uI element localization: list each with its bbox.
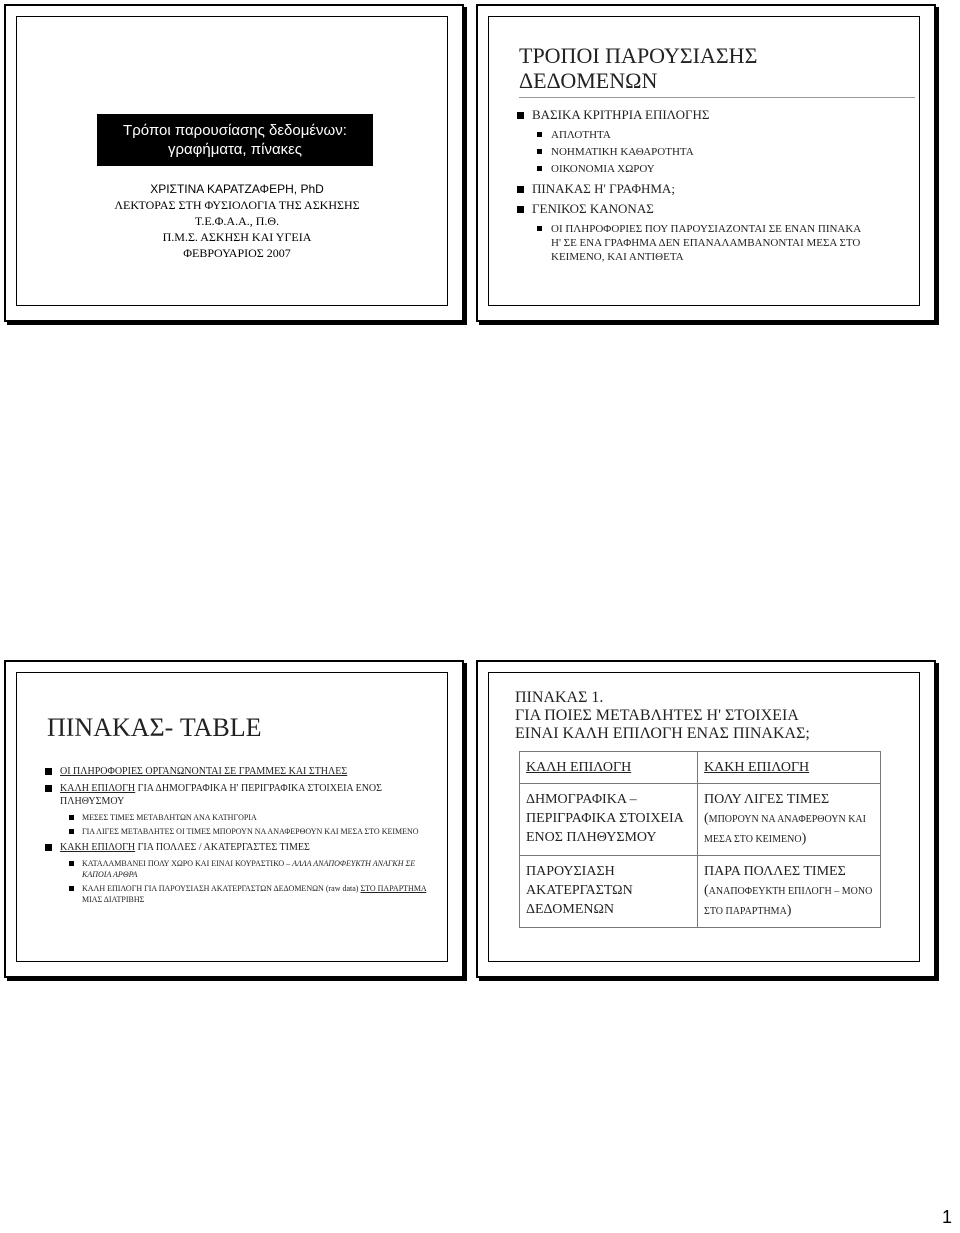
comparison-table (519, 751, 881, 928)
list-item-text: ΝΟΗΜΑΤΙΚΗ ΚΑΘΑΡΟΤΗΤΑ (551, 146, 694, 158)
list-item (45, 812, 435, 823)
slide-1-title-line2: γραφήματα, πίνακες (167, 141, 303, 158)
list-item-text: ΓΕΝΙΚΟΣ ΚΑΝΟΝΑΣ (532, 201, 654, 216)
list-item (517, 128, 917, 142)
slide-2-title (519, 43, 757, 93)
slide-4-canvas (488, 672, 920, 962)
title-divider (519, 97, 915, 98)
slide-3-title: ΠΙΝΑΚΑΣ- TABLE (47, 713, 262, 742)
slide-2-title-line2: ΔΕΔΟΜΕΝΩΝ (519, 68, 658, 93)
cell-main-text: ΠΟΛΥ ΛΙΓΕΣ ΤΙΜΕΣ (704, 792, 830, 807)
cell-note-text: ΑΝΑΠΟΦΕΥΚΤΗ ΕΠΙΛΟΓΗ – ΜΟΝΟ ΣΤΟ ΠΑΡΑΡΤΗΜΑ (704, 886, 873, 917)
bullet-square-icon (517, 186, 524, 193)
author-name: ΧΡΙΣΤΙΝΑ ΚΑΡΑΤΖΑΦΕΡΗ, PhD (150, 182, 324, 196)
slide-4-title (515, 689, 810, 743)
author-role: ΛΕΚΤΟΡΑΣ ΣΤΗ ΦΥΣΙΟΛΟΓΙΑ ΤΗΣ ΑΣΚΗΣΗΣ (114, 198, 360, 212)
list-item-text-part: ΚΑΤΑΛΑΜΒΑΝΕΙ ΠΟΛΥ ΧΩΡΟ ΚΑΙ ΕΙΝΑΙ ΚΟΥΡΑΣΤΙΚΟ – (82, 859, 293, 868)
cell-paren-close: ) (801, 831, 807, 846)
slide-4-title-line2: ΓΙΑ ΠΟΙΕΣ ΜΕΤΑΒΛΗΤΕΣ Η' ΣΤΟΙΧΕΙΑ (515, 707, 799, 724)
list-item-text: ΜΕΣΕΣ ΤΙΜΕΣ ΜΕΤΑΒΛΗΤΩΝ ΑΝΑ ΚΑΤΗΓΟΡΙΑ (82, 813, 257, 822)
list-item (45, 782, 435, 808)
table-row (520, 752, 881, 784)
slide-1-credits (37, 181, 437, 261)
slide-3-canvas (16, 672, 448, 962)
table-header-cell (698, 752, 881, 784)
bullet-square-icon (45, 768, 52, 775)
slide-1-canvas (16, 16, 448, 306)
list-item-text-underlined: ΣΤΟ ΠΑΡΑΡΤΗΜΑ (360, 884, 427, 893)
slide-1 (4, 4, 464, 322)
list-item (45, 841, 435, 854)
slide-4-title-line1: ΠΙΝΑΚΑΣ 1. (515, 689, 604, 706)
list-item-text: ΒΑΣΙΚΑ ΚΡΙΤΗΡΙΑ ΕΠΙΛΟΓΗΣ (532, 107, 710, 122)
bullet-square-icon (517, 206, 524, 213)
header-bad-choice: ΚΑΚΗ ΕΠΙΛΟΓΗ (704, 760, 810, 775)
slide-3-bullet-list (45, 761, 435, 908)
bullet-square-icon (537, 132, 542, 137)
cell-paren-open: ( (704, 883, 709, 898)
bad-choice-text: ΓΙΑ ΠΟΛΛΕΣ / ΑΚΑΤΕΡΓΑΣΤΕΣ ΤΙΜΕΣ (135, 842, 310, 853)
cell-paren-close: ) (786, 903, 792, 918)
list-item (517, 199, 917, 219)
slide-2-title-line1: ΤΡΟΠΟΙ ΠΑΡΟΥΣΙΑΣΗΣ (519, 43, 758, 68)
bullet-square-icon (69, 815, 74, 820)
list-item-text-italic: ΑΛΛΑ ΑΝΑΠΟΦΕΥΚΤΗ ΑΝΑΓΚΗ ΣΕ ΚΑΠΟΙΑ ΑΡΘΡΑ (82, 859, 416, 879)
slide-4 (476, 660, 936, 978)
list-item-text (82, 858, 435, 880)
department-line-2: Π.Μ.Σ. ΑΣΚΗΣΗ ΚΑΙ ΥΓΕΙΑ (162, 230, 312, 244)
list-item-text: ΟΙ ΠΛΗΡΟΦΟΡΙΕΣ ΟΡΓΑΝΩΝΟΝΤΑΙ ΣΕ ΓΡΑΜΜΕΣ ΚΑΙ ΣΤΗΛΕΣ (60, 766, 348, 777)
cell-main-text: ΠΑΡΑ ΠΟΛΛΕΣ ΤΙΜΕΣ (704, 864, 846, 879)
bullet-square-icon (69, 861, 74, 866)
slide-1-title-line1: Τρόποι παρουσίασης δεδομένων: (123, 122, 347, 139)
list-item (517, 105, 917, 125)
table-header-cell (520, 752, 698, 784)
bullet-square-icon (537, 166, 542, 171)
list-item (517, 179, 917, 199)
list-item (517, 222, 867, 264)
list-item (45, 883, 435, 905)
department-line-1: Τ.Ε.Φ.Α.Α., Π.Θ. (194, 214, 280, 228)
list-item-text (82, 883, 435, 905)
good-choice-label: ΚΑΛΗ ΕΠΙΛΟΓΗ (60, 783, 136, 794)
bullet-square-icon (517, 112, 524, 119)
cell-paren-open: ( (704, 811, 709, 826)
list-item (45, 765, 435, 778)
list-item (45, 826, 435, 837)
list-item-text: ΟΙΚΟΝΟΜΙΑ ΧΩΡΟΥ (551, 163, 655, 175)
slide-1-title-bar (97, 114, 373, 166)
table-cell (698, 784, 881, 856)
table-cell (698, 856, 881, 928)
table-cell: ΠΑΡΟΥΣΙΑΣΗ ΑΚΑΤΕΡΓΑΣΤΩΝ ΔΕΔΟΜΕΝΩΝ (520, 856, 698, 928)
slide-2-canvas (488, 16, 920, 306)
list-item-text-part: ΜΙΑΣ ΔΙΑΤΡΙΒΗΣ (82, 895, 145, 904)
bullet-square-icon (45, 844, 52, 851)
bullet-square-icon (45, 785, 52, 792)
bad-choice-label: ΚΑΚΗ ΕΠΙΛΟΓΗ (60, 842, 136, 853)
table-row (520, 784, 881, 856)
table-row (520, 856, 881, 928)
list-item-text (60, 841, 310, 854)
bullet-square-icon (69, 886, 74, 891)
page-number: 1 (941, 1207, 952, 1227)
header-good-choice: ΚΑΛΗ ΕΠΙΛΟΓΗ (526, 760, 632, 775)
bullet-square-icon (537, 149, 542, 154)
list-item-text-part: ΚΑΛΗ ΕΠΙΛΟΓΗ ΓΙΑ ΠΑΡΟΥΣΙΑΣΗ ΑΚΑΤΕΡΓΑΣΤΩΝ ΔΕΔΟΜΕΝΩΝ (raw data) (82, 884, 361, 893)
slide-3 (4, 660, 464, 978)
list-item-text: ΟΙ ΠΛΗΡΟΦΟΡΙΕΣ ΠΟΥ ΠΑΡΟΥΣΙΑΖΟΝΤΑΙ ΣΕ ΕΝΑΝ ΠΙΝΑΚΑ Η' ΣΕ ΕΝΑ ΓΡΑΦΗΜΑ ΔΕΝ ΕΠΑΝΑΛΑΜΒΑΝΟΝΤΑΙ ΜΕΣΑ ΣΤΟ ΚΕΙΜΕΝΟ, ΚΑΙ ΑΝΤΙΘΕΤΑ (551, 223, 861, 263)
presentation-date: ΦΕΒΡΟΥΑΡΙΟΣ 2007 (183, 246, 291, 260)
bullet-square-icon (537, 226, 542, 231)
list-item-text: ΠΙΝΑΚΑΣ Η' ΓΡΑΦΗΜΑ; (532, 181, 675, 196)
list-item-text (60, 782, 435, 808)
slide-2 (476, 4, 936, 322)
bullet-square-icon (69, 829, 74, 834)
list-item-text: ΑΠΛΟΤΗΤΑ (551, 129, 611, 141)
slide-2-bullet-list (517, 105, 917, 267)
slide-4-title-line3: ΕΙΝΑΙ ΚΑΛΗ ΕΠΙΛΟΓΗ ΕΝΑΣ ΠΙΝΑΚΑΣ; (515, 725, 810, 742)
table-cell: ΔΗΜΟΓΡΑΦΙΚΑ – ΠΕΡΙΓΡΑΦΙΚΑ ΣΤΟΙΧΕΙΑ ΕΝΟΣ ΠΛΗΘΥΣΜΟΥ (520, 784, 698, 856)
list-item-text: ΓΙΑ ΛΙΓΕΣ ΜΕΤΑΒΛΗΤΕΣ ΟΙ ΤΙΜΕΣ ΜΠΟΡΟΥΝ ΝΑ ΑΝΑΦΕΡΘΟΥΝ ΚΑΙ ΜΕΣΑ ΣΤΟ ΚΕΙΜΕΝΟ (82, 827, 419, 836)
list-item (517, 145, 917, 159)
list-item (45, 858, 435, 880)
cell-note-text: ΜΠΟΡΟΥΝ ΝΑ ΑΝΑΦΕΡΘΟΥΝ ΚΑΙ ΜΕΣΑ ΣΤΟ ΚΕΙΜΕΝΟ (704, 814, 866, 845)
list-item (517, 162, 917, 176)
good-choice-text: ΓΙΑ ΔΗΜΟΓΡΑΦΙΚΑ Η' ΠΕΡΙΓΡΑΦΙΚΑ ΣΤΟΙΧΕΙΑ ΕΝΟΣ ΠΛΗΘΥΣΜΟΥ (60, 783, 382, 807)
